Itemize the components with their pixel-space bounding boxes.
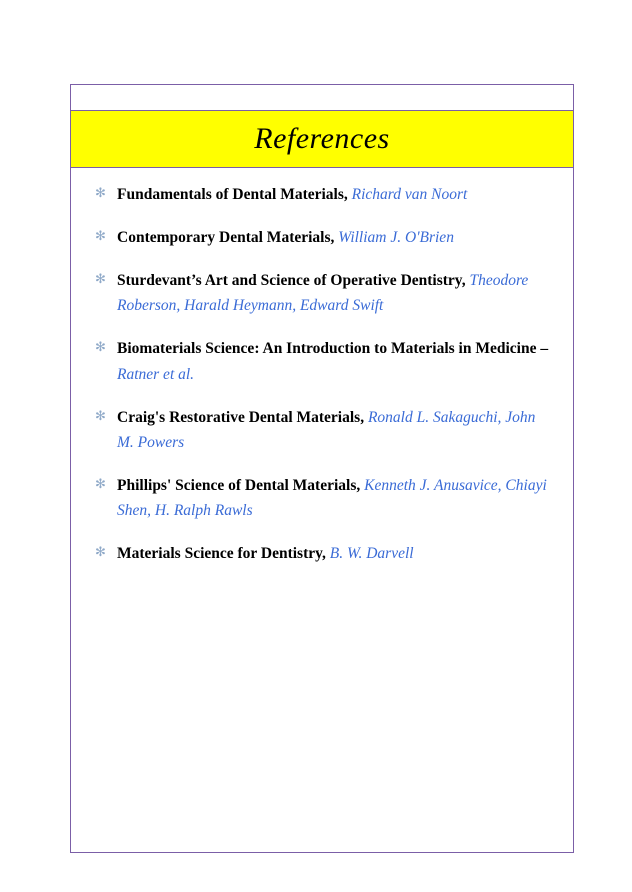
reference-authors: William J. O'Brien — [338, 229, 454, 247]
reference-authors: Ronald L. Sakaguchi, John M. Powers — [117, 408, 536, 451]
slide-title-band — [71, 111, 573, 168]
reference-title: Craig's Restorative Dental Materials, — [117, 408, 365, 426]
asterisk-bullet-icon: ✻ — [95, 228, 106, 244]
reference-title: Sturdevant’s Art and Science of Operative Dentistry, — [117, 272, 466, 290]
reference-title: Fundamentals of Dental Materials, — [117, 186, 348, 203]
asterisk-bullet-icon: ✻ — [95, 475, 106, 491]
list-item — [93, 473, 551, 523]
asterisk-bullet-icon: ✻ — [95, 544, 106, 560]
asterisk-bullet-icon: ✻ — [95, 271, 106, 287]
list-item — [93, 336, 551, 386]
asterisk-bullet-icon: ✻ — [95, 407, 106, 423]
list-item — [93, 268, 551, 318]
list-item — [93, 541, 551, 566]
slide — [70, 84, 574, 853]
reference-title: Biomaterials Science: An Introduction to Materials in Medicine – — [117, 340, 549, 358]
list-item — [93, 225, 551, 250]
asterisk-bullet-icon: ✻ — [95, 339, 106, 355]
slide-body — [71, 168, 573, 566]
reference-list — [93, 182, 551, 566]
reference-authors: Theodore Roberson, Harald Heymann, Edward Swift — [117, 272, 529, 315]
reference-authors: B. W. Darvell — [329, 545, 414, 563]
title-top-strip — [71, 85, 573, 111]
list-item — [93, 405, 551, 455]
asterisk-bullet-icon: ✻ — [95, 185, 106, 200]
reference-authors: Ratner et al. — [117, 365, 195, 383]
reference-title: Phillips' Science of Dental Materials, — [117, 476, 361, 494]
reference-authors: Richard van Noort — [351, 186, 468, 203]
reference-title: Contemporary Dental Materials, — [117, 229, 335, 247]
reference-authors: Kenneth J. Anusavice, Chiayi Shen, H. Ralph Rawls — [117, 476, 547, 519]
reference-title: Materials Science for Dentistry, — [117, 545, 326, 563]
page-title: References — [254, 122, 390, 155]
list-item — [93, 182, 551, 207]
